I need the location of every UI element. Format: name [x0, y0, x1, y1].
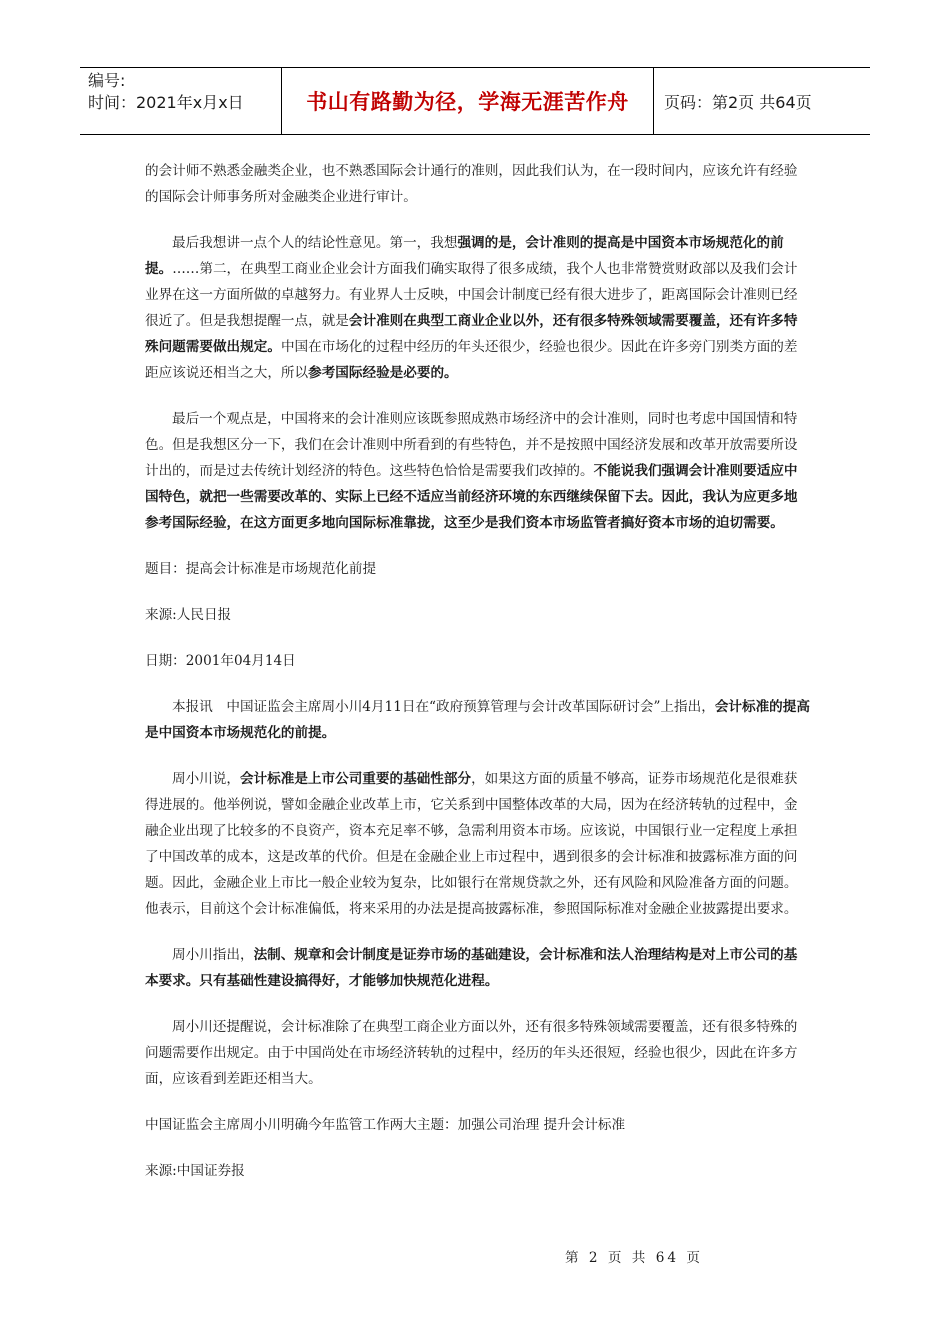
- body-paragraph: [145, 602, 810, 628]
- paragraph-text: 来源:中国证券报: [145, 1163, 245, 1179]
- header-meta-cell: [80, 68, 282, 134]
- emphasized-text: 强调的是，会计准则的提高是中国资本市场规范化的前提。: [145, 235, 784, 277]
- emphasized-text: 会计准则在典型工商业企业以外，还有很多特殊领域需要覆盖，还有许多特殊问题需要做出规定。: [145, 313, 798, 355]
- body-paragraph: [145, 1014, 810, 1092]
- emphasized-text: 会计标准是上市公司重要的基础性部分: [239, 771, 472, 787]
- paragraph-text: 日期：2001年04月14日: [145, 653, 296, 669]
- page-footer: 第 2 页 共 64 页: [565, 1250, 703, 1266]
- document-header: [80, 67, 870, 135]
- paragraph-text: 周小川还提醒说，会计标准除了在典型工商企业方面以外，还有很多特殊领域需要覆盖，还有很多特殊的问题需要作出规定。由于中国尚处在市场经济转轨的过程中，经历的年头还很短，经验也很少，因此在许多方面，应该看到差距还相当大。: [145, 1019, 798, 1087]
- body-paragraph: [145, 648, 810, 674]
- body-paragraph: [145, 158, 810, 210]
- paragraph-text: 最后我想讲一点个人的结论性意见。第一，我想: [172, 235, 458, 251]
- body-paragraph: [145, 766, 810, 922]
- paragraph-text: 中国证监会主席周小川明确今年监管工作两大主题：加强公司治理 提升会计标准: [145, 1117, 626, 1133]
- body-paragraph: [145, 230, 810, 386]
- document-number-label: 编号:: [88, 71, 126, 90]
- document-body: [145, 158, 810, 1204]
- body-paragraph: [145, 556, 810, 582]
- emphasized-text: 法制、规章和会计制度是证券市场的基础建设，会计标准和法人治理结构是对上市公司的基本要求。只有基础性建设搞得好，才能够加快规范化进程。: [145, 947, 798, 989]
- body-paragraph: [145, 1112, 810, 1138]
- paragraph-text: 周小川说，: [172, 771, 240, 787]
- emphasized-text: 不能说我们强调会计准则要适应中国特色，就把一些需要改革的、实际上已经不适应当前经济环境的东西继续保留下去。因此，我认为应更多地参考国际经验，在这方面更多地向国际标准靠拢，这至少是我们资本市场监管者搞好资本市场的迫切需要。: [145, 463, 798, 531]
- paragraph-text: 最后一个观点是，中国将来的会计准则应该既参照成熟市场经济中的会计准则，同时也考虑中国国情和特色。但是我想区分一下，我们在会计准则中所看到的有些特色，并不是按照中国经济发展和改革开放需要所设计出的，而是过去传统计划经济的特色。这些特色恰恰是需要我们改掉的。: [145, 411, 798, 479]
- emphasized-text: 参考国际经验是必要的。: [308, 365, 458, 381]
- body-paragraph: [145, 942, 810, 994]
- paragraph-text: 周小川指出，: [172, 947, 254, 963]
- paragraph-text: 来源:人民日报: [145, 607, 232, 623]
- header-motto: 书山有路勤为径，学海无涯苦作舟: [282, 68, 654, 134]
- emphasized-text: 会计标准的提高是中国资本市场规范化的前提。: [145, 699, 810, 741]
- paragraph-text: 的会计师不熟悉金融类企业，也不熟悉国际会计通行的准则，因此我们认为，在一段时间内，应该允许有经验的国际会计师事务所对金融类企业进行审计。: [145, 163, 798, 205]
- body-paragraph: [145, 406, 810, 536]
- paragraph-text: 题目：提高会计标准是市场规范化前提: [145, 561, 377, 577]
- body-paragraph: [145, 694, 810, 746]
- header-page-info: 页码：第2页 共64页: [664, 92, 812, 112]
- paragraph-text: ……第二，在典型工商业企业会计方面我们确实取得了很多成绩，我个人也非常赞赏财政部以及我们会计业界在这一方面所做的卓越努力。有业界人士反映，中国会计制度已经有很大进步了，距离国际会计准则已经很近了。但是我想提醒一点，就是: [145, 261, 798, 329]
- paragraph-text: 中国在市场化的过程中经历的年头还很少，经验也很少。因此在许多旁门别类方面的差距应该说还相当之大，所以: [145, 339, 798, 381]
- paragraph-text: 本报讯 中国证监会主席周小川4月11日在“政府预算管理与会计改革国际研讨会”上指出，: [172, 699, 715, 715]
- paragraph-text: ，如果这方面的质量不够高，证券市场规范化是很难获得进展的。他举例说，譬如金融企业改革上市，它关系到中国整体改革的大局，因为在经济转轨的过程中，金融企业出现了比较多的不良资产，资本充足率不够，急需利用资本市场。应该说，中国银行业一定程度上承担了中国改革的成本，这是改革的代价。但是在金融企业上市过程中，遇到很多的会计标准和披露标准方面的问题。因此，金融企业上市比一般企业较为复杂，比如银行在常规贷款之外，还有风险和风险准备方面的问题。他表示，目前这个会计标准偏低，将来采用的办法是提高披露标准，参照国际标准对金融企业披露提出要求。: [145, 771, 798, 917]
- document-date: 时间：2021年x月x日: [88, 93, 244, 112]
- body-paragraph: [145, 1158, 810, 1184]
